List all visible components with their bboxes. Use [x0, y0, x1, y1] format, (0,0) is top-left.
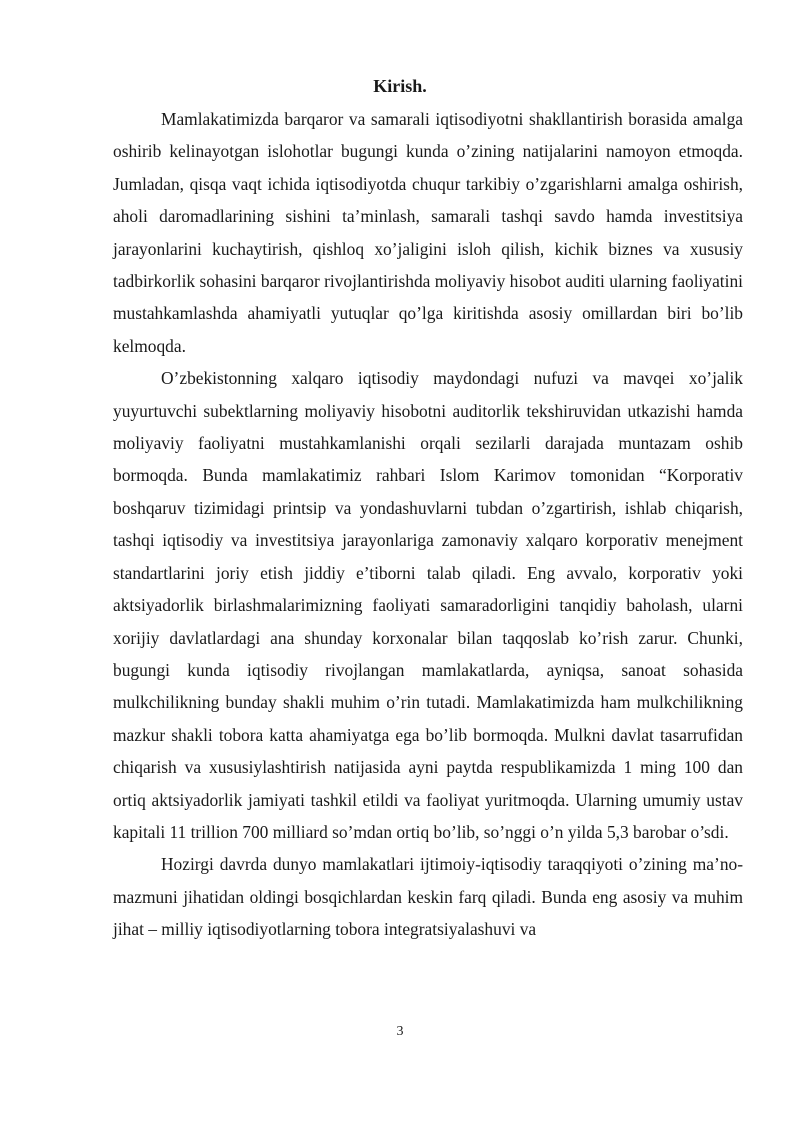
page-number: 3	[396, 1024, 404, 1039]
document-body	[113, 103, 743, 946]
paragraph: Hozirgi davrda dunyo mamlakatlari ijtimoiy-iqtisodiy taraqqiyoti o’zining ma’no-mazmuni jihatidan oldingi bosqichlardan keskin farq qiladi. Bunda eng asosiy va muhim jihat – milliy iqtisodiyotlarning tobora integratsiyalashuvi va	[113, 854, 743, 940]
paragraph: O’zbekistonning xalqaro iqtisodiy maydondagi nufuzi va mavqei xo’jalik yuyurtuvchi subektlarning moliyaviy hisobotni auditorlik tekshiruvidan utkazishi hamda moliyaviy faoliyatni mustahkamlanishi orqali sezilarli darajada muntazam oshib bormoqda. Bunda mamlakatimiz rahbari Islom Karimov tomonidan “Korporativ boshqaruv tizimidagi printsip va yondashuvlarni tubdan o’zgartirish, ishlab chiqarish, tashqi iqtisodiy va investitsiya jarayonlariga zamonaviy xalqaro korporativ menejment standartlarini joriy etish jiddiy e’tiborni talab qiladi. Eng avvalo, korporativ yoki aktsiyadorlik birlashmalarimizning faoliyati samaradorligini tanqidiy baholash, ularni xorijiy davlatlardagi ana shunday korxonalar bilan taqqoslab ko’rish zarur. Chunki, bugungi kunda iqtisodiy rivojlangan mamlakatlarda, ayniqsa, sanoat sohasida mulkchilikning bunday shakli muhim o’rin tutadi. Mamlakatimizda ham mulkchilikning mazkur shakli tobora katta ahamiyatga ega bo’lib bormoqda. Mulkni davlat tasarrufidan chiqarish va xususiylashtirish natijasida ayni paytda respublikamizda 1 ming 100 dan ortiq aktsiyadorlik jamiyati tashkil etildi va faoliyat yuritmoqda. Ularning umumiy ustav kapitali 11 trillion 700 milliard so’mdan ortiq bo’lib, so’nggi o’n yilda 5,3 barobar o’sdi.	[113, 368, 743, 842]
page-title: Kirish.	[373, 76, 427, 96]
paragraph: Mamlakatimizda barqaror va samarali iqtisodiyotni shakllantirish borasida amalga oshirib kelinayotgan islohotlar bugungi kunda o’zining natijalarini namoyon etmoqda. Jumladan, qisqa vaqt ichida iqtisodiyotda chuqur tarkibiy o’zgarishlarni amalga oshirish, aholi daromadlarining sishini ta’minlash, samarali tashqi savdo hamda investitsiya jarayonlarini kuchaytirish, qishloq xo’jaligini isloh qilish, kichik biznes va xususiy tadbirkorlik sohasini barqaror rivojlantirishda moliyaviy hisobot auditi ularning faoliyatini mustahkamlashda ahamiyatli yutuqlar qo’lga kiritishda asosiy omillardan biri bo’lib kelmoqda.	[113, 109, 743, 356]
